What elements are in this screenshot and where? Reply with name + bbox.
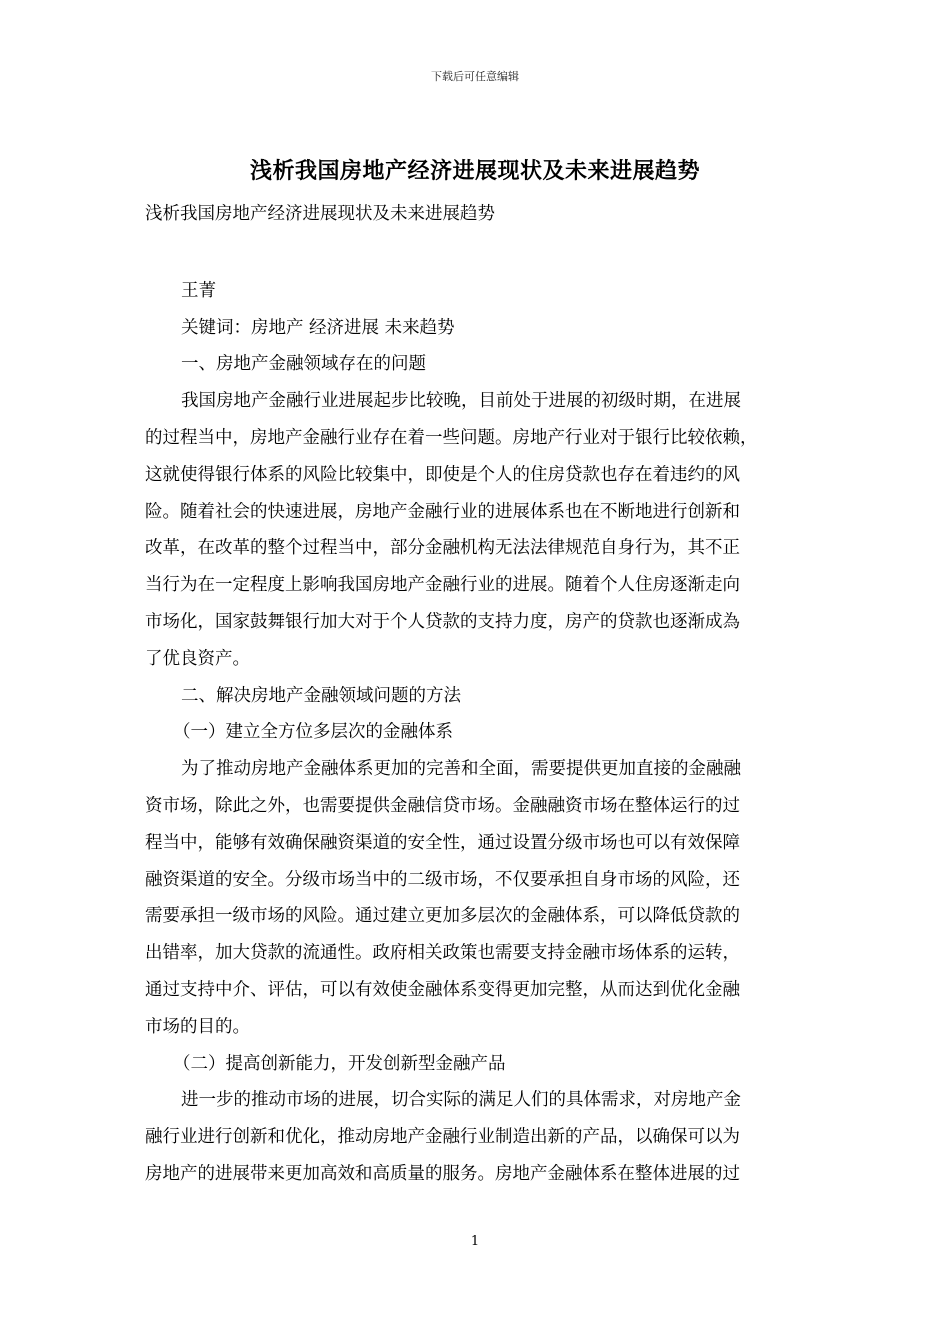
paragraph-line: 市场化，国家鼓舞银行加大对于个人贷款的支持力度，房产的贷款也逐渐成為 <box>145 611 740 632</box>
paragraph-line: 的过程当中，房地产金融行业存在着一些问题。房地产行业对于银行比较依赖， <box>145 427 758 448</box>
document-title: 浅析我国房地产经济进展现状及未来进展趋势 <box>249 159 700 184</box>
paragraph-line: 市场的目的。 <box>145 1016 250 1037</box>
subsection-heading-2: （二）提高创新能力，开发创新型金融产品 <box>173 1053 506 1074</box>
paragraph-line: 我国房地产金融行业进展起步比较晚，目前处于进展的初级时期，在进展 <box>181 391 741 412</box>
paragraph-line: 程当中，能够有效确保融资渠道的安全性，通过设置分级市场也可以有效保障 <box>145 832 740 853</box>
paragraph-line: 需要承担一级市场的风险。通过建立更加多层次的金融体系，可以降低贷款的 <box>145 906 740 927</box>
page-number: 1 <box>470 1234 480 1249</box>
paragraph-line: 出错率，加大贷款的流通性。政府相关政策也需要支持金融市场体系的运转， <box>145 943 740 964</box>
paragraph-line: 了优良资产。 <box>145 648 250 669</box>
document-body <box>145 196 807 1193</box>
paragraph-line: 资市场，除此之外，也需要提供金融信贷市场。金融融资市场在整体运行的过 <box>145 795 740 816</box>
paragraph-line: 这就使得银行体系的风险比较集中，即使是个人的住房贷款也存在着违约的风 <box>145 464 740 485</box>
paragraph-line: 通过支持中介、评估，可以有效使金融体系变得更加完整，从而达到优化金融 <box>145 979 740 1000</box>
paragraph-line: 融资渠道的安全。分级市场当中的二级市场，不仅要承担自身市场的风险，还 <box>145 869 740 890</box>
keywords: 关键词：房地产 经济进展 未来趋势 <box>181 317 455 338</box>
paragraph-line: 为了推动房地产金融体系更加的完善和全面，需要提供更加直接的金融融 <box>181 759 741 780</box>
section-heading-1: 一、房地产金融领域存在的问题 <box>181 354 426 375</box>
subtitle: 浅析我国房地产经济进展现状及未来进展趋势 <box>145 204 495 224</box>
paragraph-line: 当行为在一定程度上影响我国房地产金融行业的进展。随着个人住房逐渐走向 <box>145 575 740 596</box>
paragraph-line: 险。随着社会的快速进展，房地产金融行业的进展体系也在不断地进行创新和 <box>145 501 740 522</box>
section-heading-2: 二、解决房地产金融领域问题的方法 <box>181 685 461 706</box>
paragraph-line: 融行业进行创新和优化，推动房地产金融行业制造出新的产品，以确保可以为 <box>145 1127 740 1148</box>
paragraph-line: 房地产的进展带来更加高效和高质量的服务。房地产金融体系在整体进展的过 <box>145 1163 740 1184</box>
header-note: 下载后可任意编辑 <box>431 70 519 83</box>
author: 王菁 <box>181 280 216 301</box>
paragraph-line: 进一步的推动市场的进展，切合实际的满足人们的具体需求，对房地产金 <box>181 1090 741 1111</box>
paragraph-line: 改革，在改革的整个过程当中，部分金融机构无法法律规范自身行为，其不正 <box>145 538 740 559</box>
subsection-heading-1: （一）建立全方位多层次的金融体系 <box>173 722 453 743</box>
